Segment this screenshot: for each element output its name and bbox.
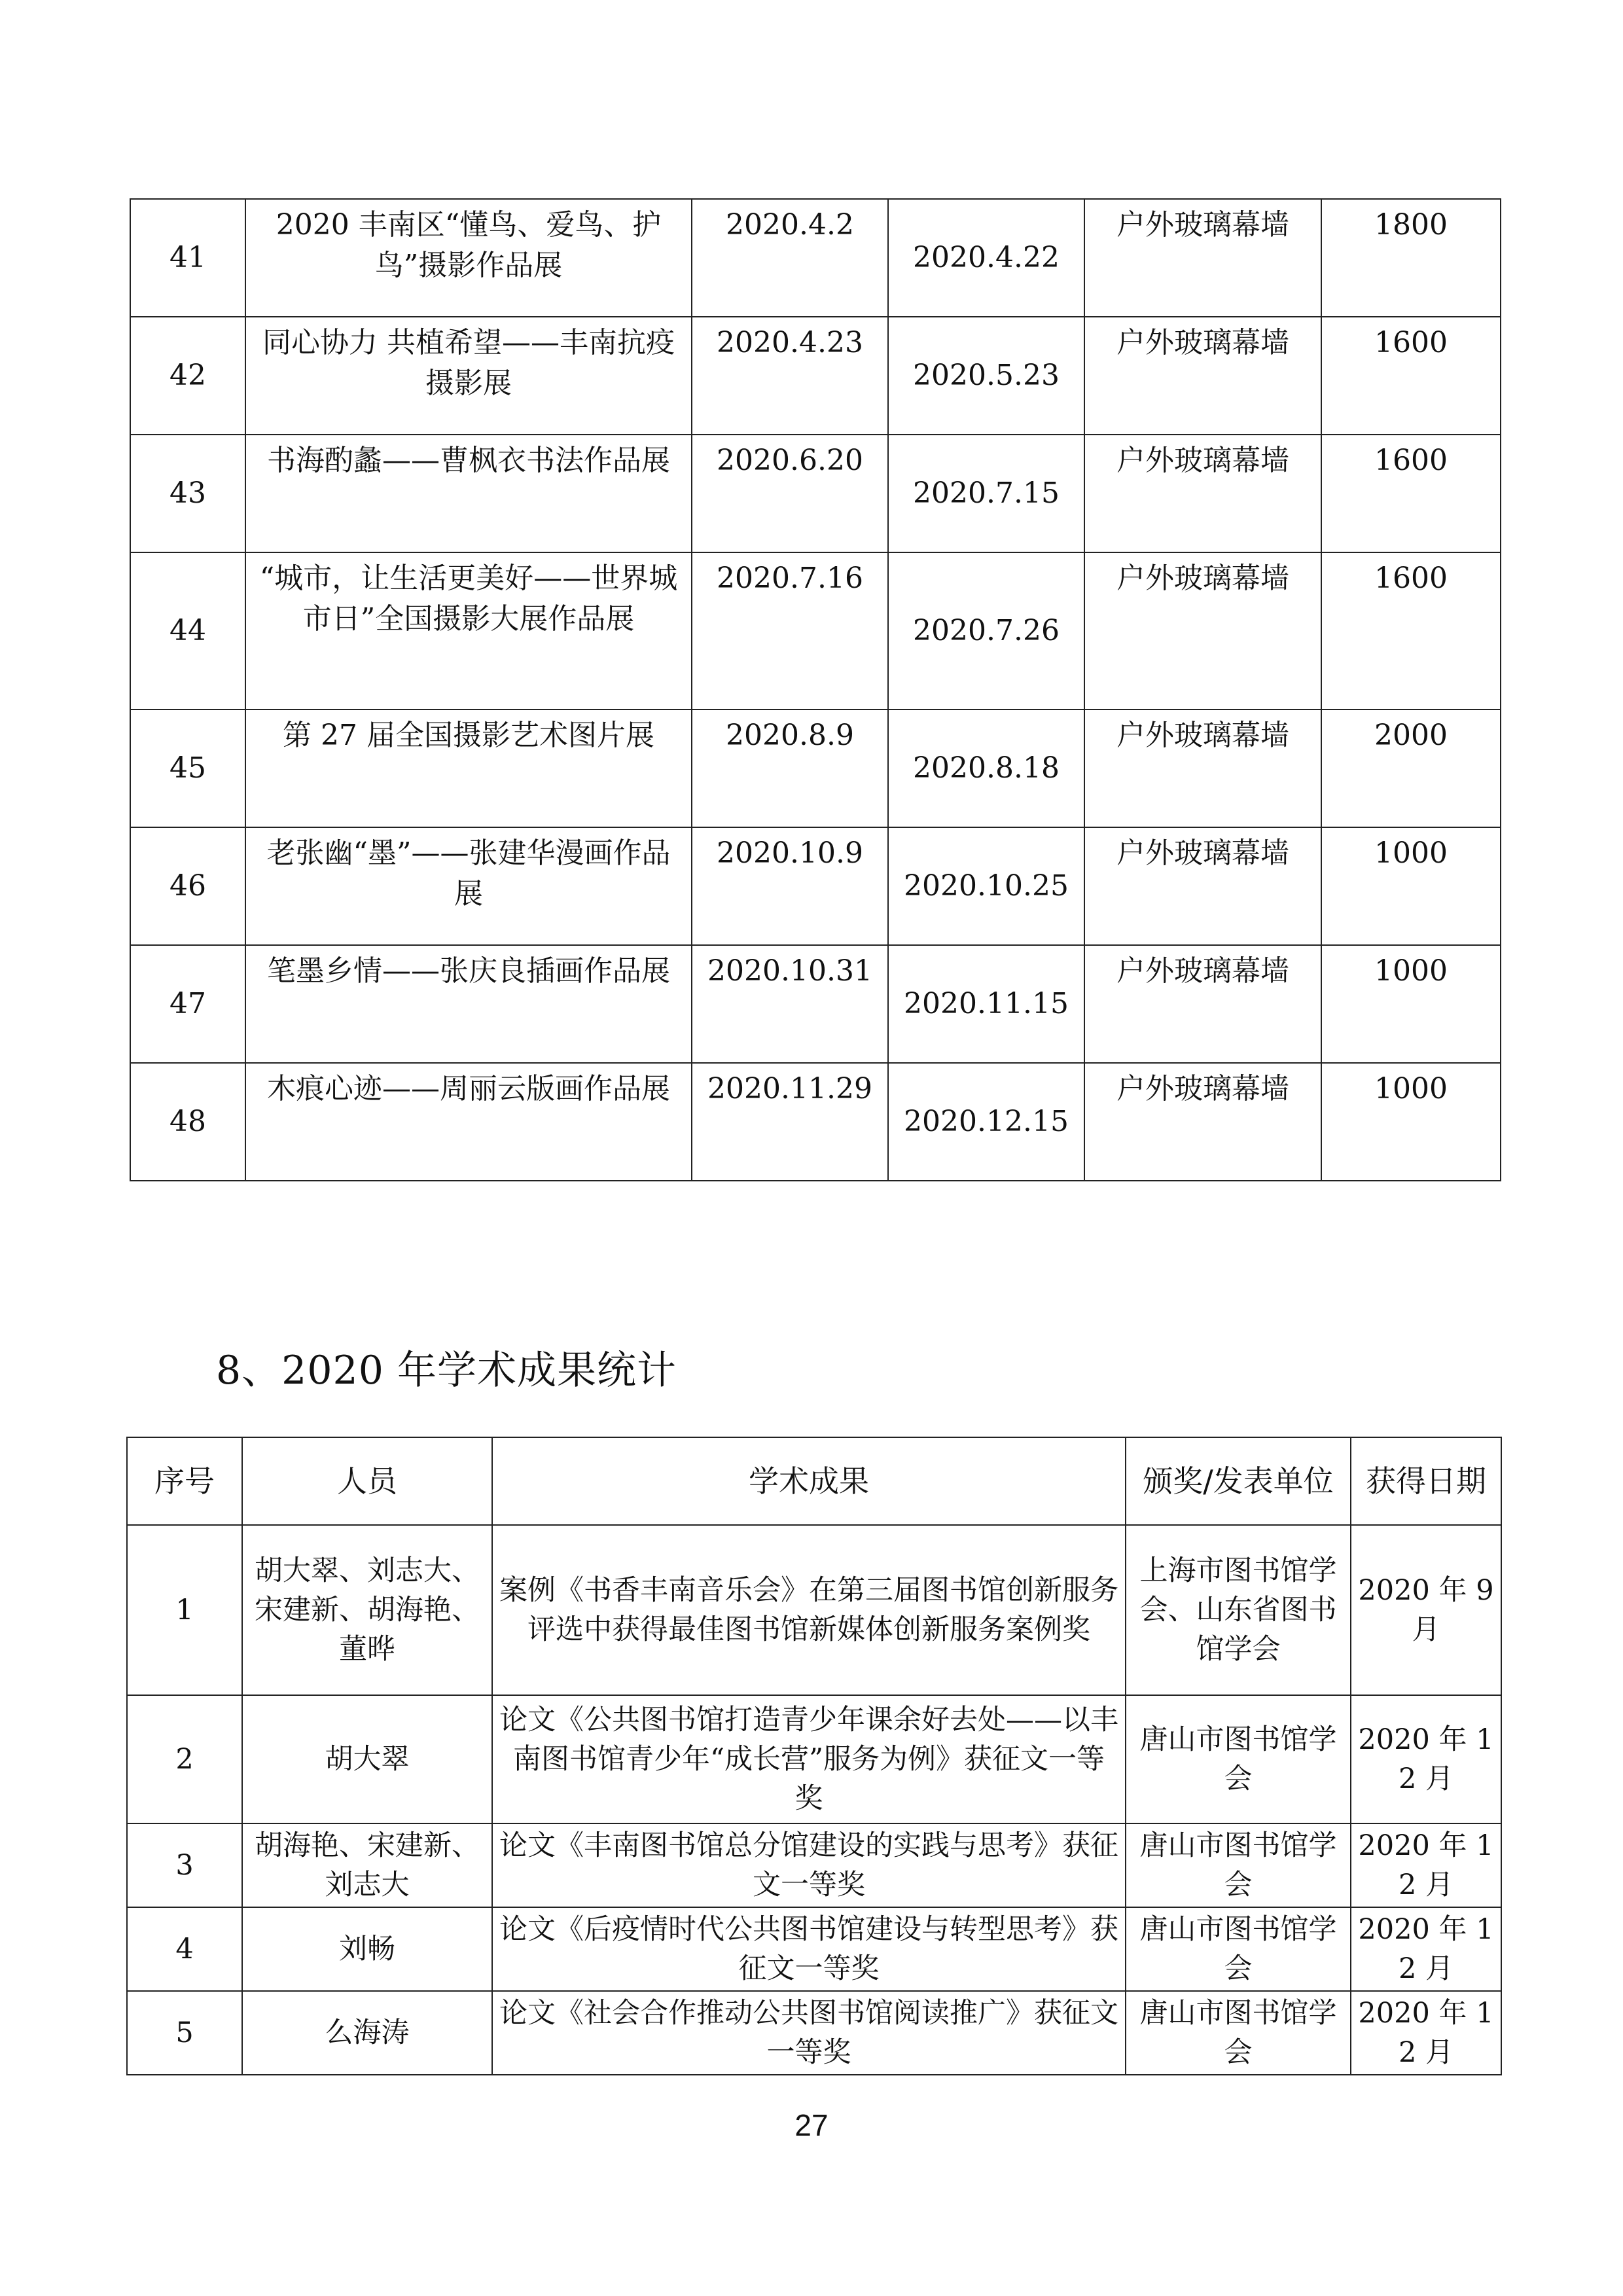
achievement-result: 论文《公共图书馆打造青少年课余好去处——以丰南图书馆青少年“成长营”服务为例》获征文一等奖 xyxy=(492,1695,1126,1823)
achievement-date: 2020 年 12 月 xyxy=(1351,1907,1501,1991)
achievement-people: 胡大翠、刘志大、宋建新、胡海艳、董晔 xyxy=(242,1525,492,1695)
exhibition-no: 46 xyxy=(130,827,245,945)
header-result: 学术成果 xyxy=(492,1437,1126,1525)
exhibition-row xyxy=(130,945,1501,1063)
exhibition-start-date: 2020.4.2 xyxy=(692,199,888,317)
achievement-issuer: 唐山市图书馆学会 xyxy=(1126,1823,1351,1907)
achievement-header-row xyxy=(127,1437,1501,1525)
exhibition-start-date: 2020.10.9 xyxy=(692,827,888,945)
exhibition-end-date: 2020.8.18 xyxy=(888,709,1084,827)
exhibition-count: 1600 xyxy=(1321,435,1501,552)
achievement-row xyxy=(127,1991,1501,2075)
exhibition-no: 47 xyxy=(130,945,245,1063)
achievement-people: 胡大翠 xyxy=(242,1695,492,1823)
exhibition-start-date: 2020.10.31 xyxy=(692,945,888,1063)
exhibition-no: 44 xyxy=(130,552,245,709)
exhibition-venue: 户外玻璃幕墙 xyxy=(1084,945,1321,1063)
exhibition-title: 老张幽“墨”——张建华漫画作品展 xyxy=(245,827,692,945)
achievement-result: 论文《社会合作推动公共图书馆阅读推广》获征文一等奖 xyxy=(492,1991,1126,2075)
exhibition-count: 1000 xyxy=(1321,827,1501,945)
achievement-date: 2020 年 9 月 xyxy=(1351,1525,1501,1695)
achievement-row xyxy=(127,1907,1501,1991)
achievement-date: 2020 年 12 月 xyxy=(1351,1695,1501,1823)
exhibition-venue: 户外玻璃幕墙 xyxy=(1084,1063,1321,1181)
achievement-people: 么海涛 xyxy=(242,1991,492,2075)
header-date: 获得日期 xyxy=(1351,1437,1501,1525)
exhibition-row xyxy=(130,199,1501,317)
exhibition-title: 同心协力 共植希望——丰南抗疫摄影展 xyxy=(245,317,692,435)
exhibition-title: 2020 丰南区“懂鸟、爱鸟、护鸟”摄影作品展 xyxy=(245,199,692,317)
exhibition-start-date: 2020.11.29 xyxy=(692,1063,888,1181)
exhibition-no: 45 xyxy=(130,709,245,827)
achievement-people: 胡海艳、宋建新、刘志大 xyxy=(242,1823,492,1907)
achievement-row xyxy=(127,1823,1501,1907)
exhibition-title: “城市，让生活更美好——世界城市日”全国摄影大展作品展 xyxy=(245,552,692,709)
exhibition-count: 1800 xyxy=(1321,199,1501,317)
achievement-no: 5 xyxy=(127,1991,242,2075)
exhibition-end-date: 2020.7.26 xyxy=(888,552,1084,709)
exhibition-row xyxy=(130,827,1501,945)
exhibition-venue: 户外玻璃幕墙 xyxy=(1084,827,1321,945)
exhibition-end-date: 2020.7.15 xyxy=(888,435,1084,552)
exhibition-no: 42 xyxy=(130,317,245,435)
exhibition-row xyxy=(130,435,1501,552)
exhibition-start-date: 2020.7.16 xyxy=(692,552,888,709)
exhibition-venue: 户外玻璃幕墙 xyxy=(1084,199,1321,317)
exhibition-start-date: 2020.6.20 xyxy=(692,435,888,552)
achievement-no: 3 xyxy=(127,1823,242,1907)
exhibition-end-date: 2020.12.15 xyxy=(888,1063,1084,1181)
exhibition-row xyxy=(130,709,1501,827)
exhibition-count: 1600 xyxy=(1321,317,1501,435)
exhibition-title: 书海酌蠡——曹枫衣书法作品展 xyxy=(245,435,692,552)
achievement-date: 2020 年 12 月 xyxy=(1351,1991,1501,2075)
exhibition-row xyxy=(130,317,1501,435)
achievement-date: 2020 年 12 月 xyxy=(1351,1823,1501,1907)
section-title: 8、2020 年学术成果统计 xyxy=(216,1348,677,1393)
exhibition-table xyxy=(130,198,1501,1181)
exhibition-end-date: 2020.5.23 xyxy=(888,317,1084,435)
page-number: 27 xyxy=(794,2108,829,2142)
achievement-issuer: 唐山市图书馆学会 xyxy=(1126,1991,1351,2075)
exhibition-count: 2000 xyxy=(1321,709,1501,827)
achievement-row xyxy=(127,1695,1501,1823)
exhibition-no: 48 xyxy=(130,1063,245,1181)
exhibition-venue: 户外玻璃幕墙 xyxy=(1084,435,1321,552)
achievement-no: 2 xyxy=(127,1695,242,1823)
exhibition-venue: 户外玻璃幕墙 xyxy=(1084,709,1321,827)
achievement-issuer: 唐山市图书馆学会 xyxy=(1126,1695,1351,1823)
achievement-table-body xyxy=(127,1525,1501,2075)
exhibition-no: 41 xyxy=(130,199,245,317)
achievement-result: 案例《书香丰南音乐会》在第三届图书馆创新服务评选中获得最佳图书馆新媒体创新服务案例奖 xyxy=(492,1525,1126,1695)
exhibition-row xyxy=(130,1063,1501,1181)
achievement-issuer: 唐山市图书馆学会 xyxy=(1126,1907,1351,1991)
achievement-no: 4 xyxy=(127,1907,242,1991)
exhibition-title: 木痕心迹——周丽云版画作品展 xyxy=(245,1063,692,1181)
exhibition-end-date: 2020.11.15 xyxy=(888,945,1084,1063)
exhibition-end-date: 2020.4.22 xyxy=(888,199,1084,317)
exhibition-start-date: 2020.8.9 xyxy=(692,709,888,827)
achievement-result: 论文《后疫情时代公共图书馆建设与转型思考》获征文一等奖 xyxy=(492,1907,1126,1991)
exhibition-table-body xyxy=(130,199,1501,1181)
header-no: 序号 xyxy=(127,1437,242,1525)
exhibition-row xyxy=(130,552,1501,709)
exhibition-end-date: 2020.10.25 xyxy=(888,827,1084,945)
exhibition-title: 笔墨乡情——张庆良插画作品展 xyxy=(245,945,692,1063)
achievement-row xyxy=(127,1525,1501,1695)
achievement-result: 论文《丰南图书馆总分馆建设的实践与思考》获征文一等奖 xyxy=(492,1823,1126,1907)
achievement-no: 1 xyxy=(127,1525,242,1695)
exhibition-no: 43 xyxy=(130,435,245,552)
exhibition-count: 1600 xyxy=(1321,552,1501,709)
header-people: 人员 xyxy=(242,1437,492,1525)
exhibition-count: 1000 xyxy=(1321,1063,1501,1181)
exhibition-venue: 户外玻璃幕墙 xyxy=(1084,317,1321,435)
exhibition-start-date: 2020.4.23 xyxy=(692,317,888,435)
achievement-people: 刘畅 xyxy=(242,1907,492,1991)
exhibition-title: 第 27 届全国摄影艺术图片展 xyxy=(245,709,692,827)
exhibition-count: 1000 xyxy=(1321,945,1501,1063)
achievement-table xyxy=(126,1437,1502,2075)
achievement-issuer: 上海市图书馆学会、山东省图书馆学会 xyxy=(1126,1525,1351,1695)
header-issuer: 颁奖/发表单位 xyxy=(1126,1437,1351,1525)
exhibition-venue: 户外玻璃幕墙 xyxy=(1084,552,1321,709)
